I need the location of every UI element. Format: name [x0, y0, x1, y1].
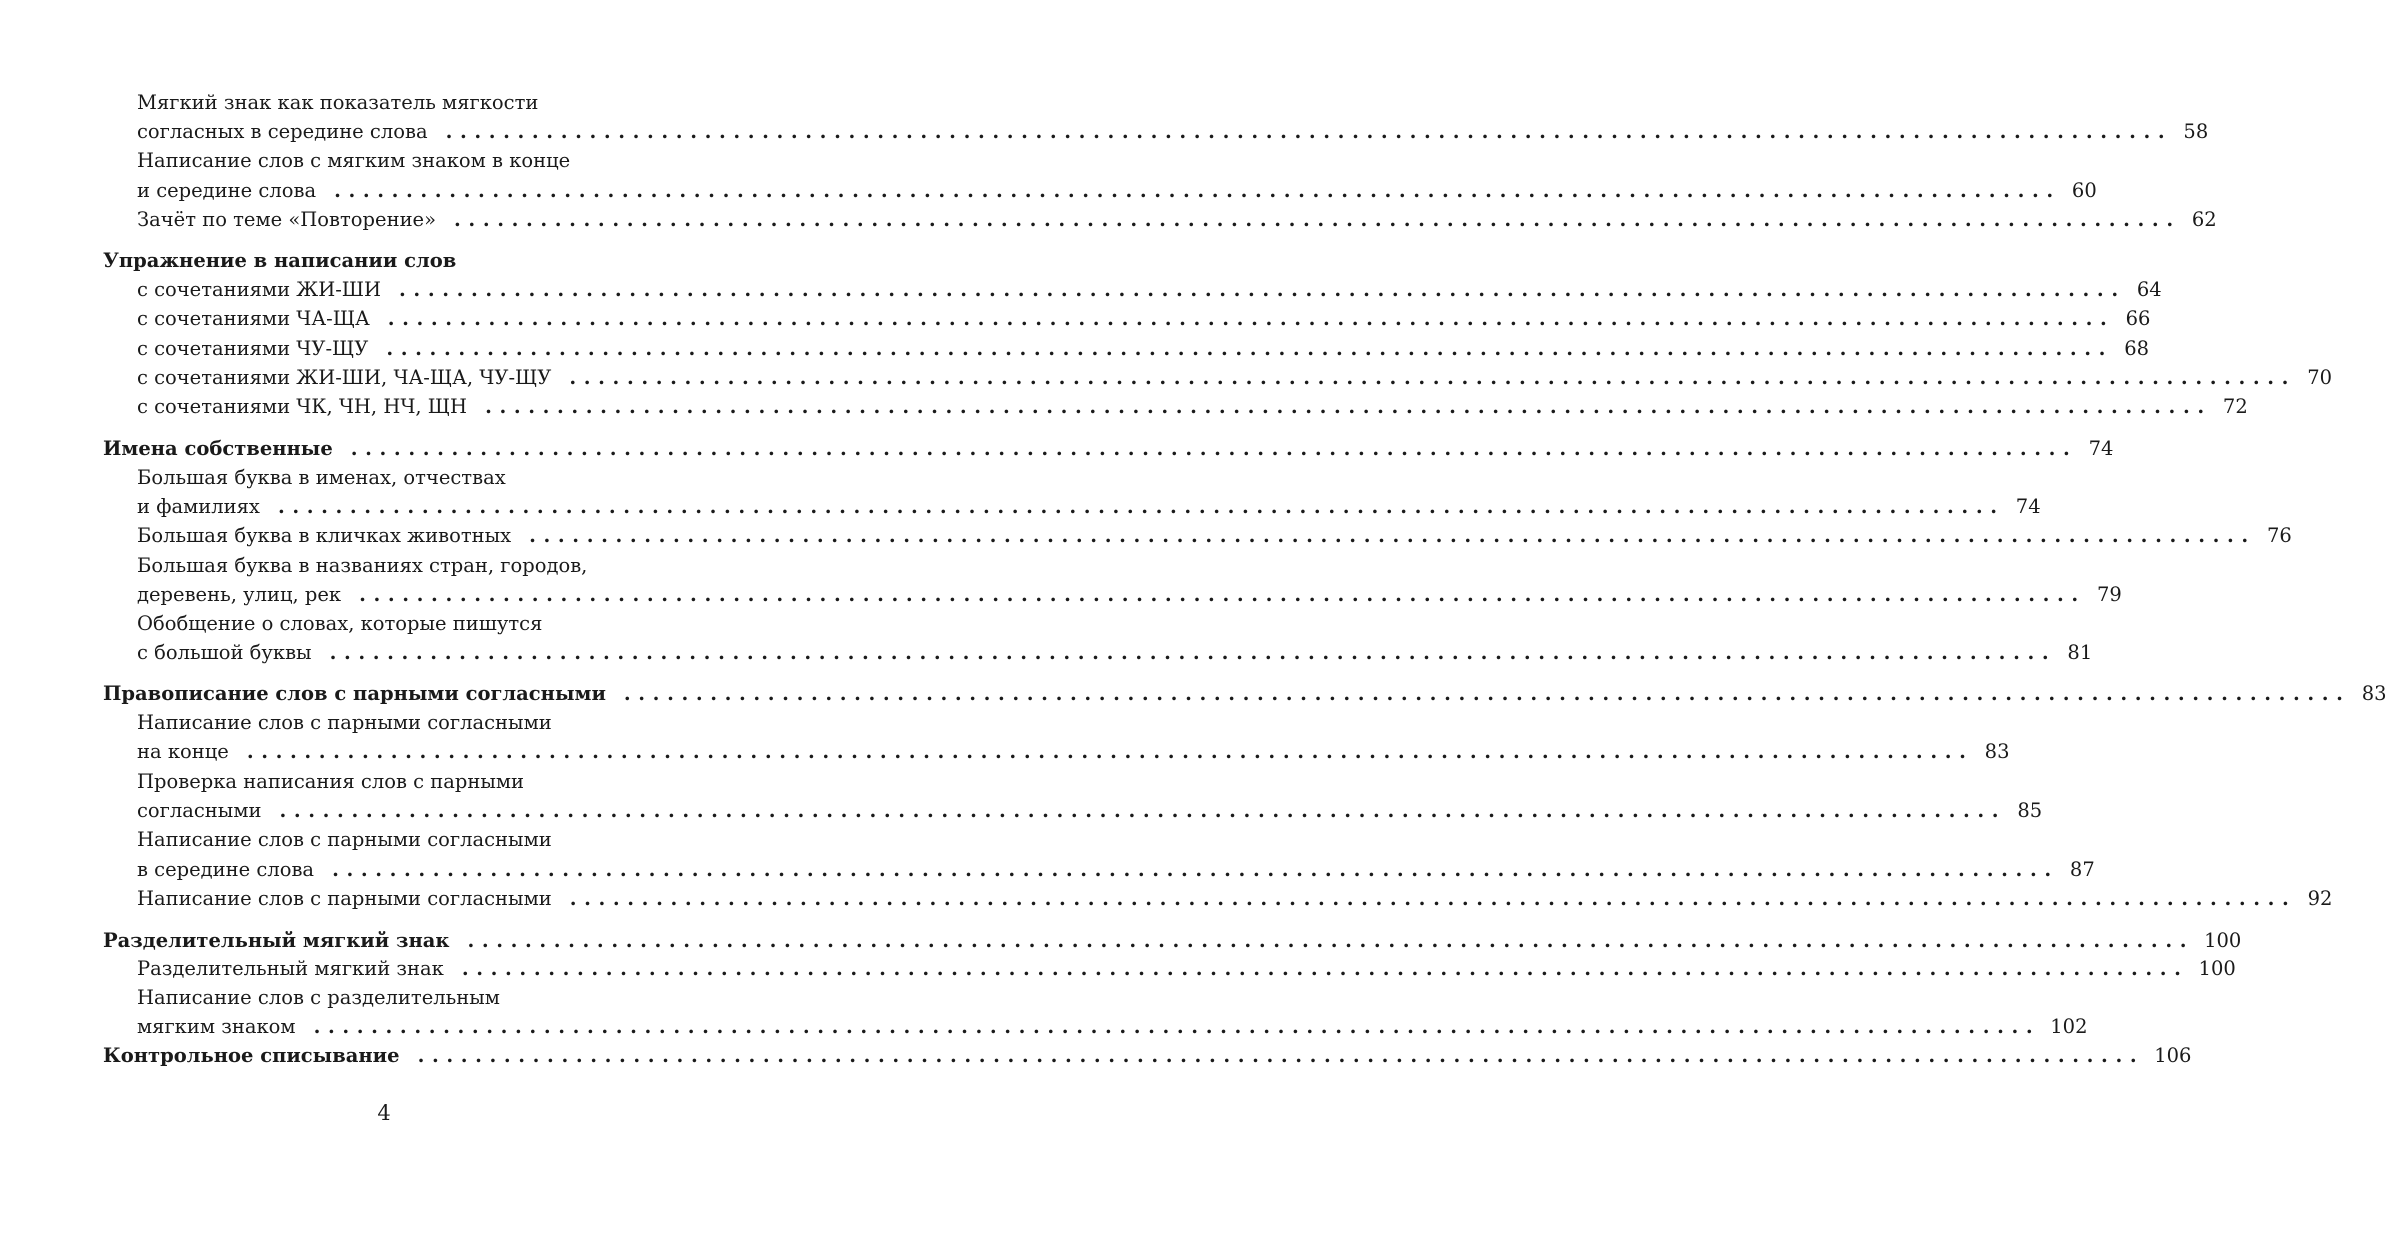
toc-entry-title: Написание слов с парными согласными — [137, 711, 552, 734]
toc-entry — [137, 954, 2236, 983]
dot-leader: ........................................................................................................................ — [445, 120, 2173, 143]
toc-page-number: 92 — [2307, 887, 2333, 910]
dot-leader: ........................................................................................................................ — [461, 957, 2189, 980]
dot-leader: ........................................................................................................................ — [387, 307, 2115, 330]
toc-page-number: 68 — [2124, 337, 2150, 360]
dot-leader: ........................................................................................................................ — [454, 208, 2181, 231]
toc-entry-title: Написание слов с мягким знаком в конце — [137, 149, 571, 172]
page-number: 4 — [377, 1101, 391, 1125]
toc-page-number: 72 — [2222, 395, 2248, 418]
toc-entry-title: Зачёт по теме «Повторение» — [137, 208, 437, 231]
toc-entry-title: на конце — [137, 740, 229, 763]
toc-entry-title: с большой буквы — [137, 641, 312, 664]
toc-entry-title: Разделительный мягкий знак — [137, 957, 444, 980]
toc-entry — [137, 983, 684, 1012]
toc-entry-title: Большая буква в именах, отчествах — [137, 466, 506, 489]
toc-entry-title: Правописание слов с парными согласными — [103, 682, 606, 705]
toc-page-number: 100 — [2198, 957, 2236, 980]
toc-page-number: 60 — [2071, 179, 2097, 202]
toc-entry — [137, 609, 684, 638]
toc-entry — [137, 638, 2093, 667]
toc-page-number: 79 — [2096, 583, 2122, 606]
toc-entry-title: с сочетаниями ЧУ-ЩУ — [137, 337, 369, 360]
dot-leader: ........................................................................................................................ — [386, 337, 2114, 360]
toc-entry-title: Мягкий знак как показатель мягкости — [137, 91, 539, 114]
toc-entry — [137, 146, 684, 175]
toc-section-heading — [103, 434, 2114, 463]
toc-entry — [137, 88, 684, 117]
toc-entry-title: Написание слов с парными согласными — [137, 828, 552, 851]
toc-page-number: 74 — [2088, 437, 2114, 460]
toc-entry-title: с сочетаниями ЖИ-ШИ — [137, 278, 382, 301]
toc-page-number: 106 — [2154, 1044, 2192, 1067]
toc-entry-title: согласными — [137, 799, 262, 822]
dot-leader: ........................................................................................................................ — [279, 799, 2007, 822]
toc-page-number: 58 — [2183, 120, 2209, 143]
toc-entry-title: с сочетаниями ЧК, ЧН, НЧ, ЩН — [137, 395, 468, 418]
toc-entry — [137, 708, 684, 737]
toc-entry-title: деревень, улиц, рек — [137, 583, 342, 606]
dot-leader: ........................................................................................................................ — [332, 858, 2059, 881]
dot-leader: ........................................................................................................................ — [350, 437, 2078, 460]
toc-entry-title: Упражнение в написании слов — [103, 249, 457, 272]
toc-page-number: 74 — [2015, 495, 2041, 518]
toc-entry — [137, 176, 2097, 205]
dot-leader: ........................................................................................................................ — [399, 278, 2126, 301]
toc-page-number: 62 — [2191, 208, 2217, 231]
toc-entry — [137, 492, 2041, 521]
toc-entry — [137, 334, 2150, 363]
toc-entry — [137, 551, 684, 580]
toc-entry — [137, 117, 2209, 146]
toc-entry — [137, 392, 2248, 421]
toc-section-heading — [103, 1041, 2192, 1070]
toc-entry-title: Имена собственные — [103, 437, 333, 460]
toc-entry-title: Проверка написания слов с парными — [137, 770, 525, 793]
toc-entry — [137, 855, 2095, 884]
dot-leader: ........................................................................................................................ — [569, 887, 2297, 910]
toc-entry-title: Обобщение о словах, которые пишутся — [137, 612, 543, 635]
toc-entry — [137, 767, 684, 796]
toc-page-number: 85 — [2017, 799, 2043, 822]
toc-entry — [137, 275, 2162, 304]
toc-page-number: 83 — [1984, 740, 2010, 763]
toc-page-number: 102 — [2050, 1015, 2088, 1038]
dot-leader: ........................................................................................................................ — [623, 682, 2351, 705]
toc-page-number: 70 — [2307, 366, 2333, 389]
dot-leader: ........................................................................................................................ — [467, 929, 2195, 952]
dot-leader: ........................................................................................................................ — [569, 366, 2297, 389]
toc-page-number: 66 — [2125, 307, 2151, 330]
dot-leader: ........................................................................................................................ — [277, 495, 2005, 518]
toc-page-number: 83 — [2361, 682, 2387, 705]
toc-entry — [137, 1012, 2088, 1041]
dot-leader: ........................................................................................................................ — [246, 740, 1974, 763]
toc-page-number: 87 — [2069, 858, 2095, 881]
toc-entry-title: Контрольное списывание — [103, 1044, 400, 1067]
toc-entry-title: Большая буква в кличках животных — [137, 524, 512, 547]
toc-entry — [137, 884, 2333, 913]
toc-entry-title: Написание слов с парными согласными — [137, 887, 552, 910]
toc-page-number: 64 — [2136, 278, 2162, 301]
toc-entry-title: Разделительный мягкий знак — [103, 929, 450, 952]
toc-entry-title: мягким знаком — [137, 1015, 296, 1038]
toc-entry — [137, 737, 2010, 766]
toc-page-number: 76 — [2266, 524, 2292, 547]
toc-entry-title: и фамилиях — [137, 495, 260, 518]
toc-entry-title: с сочетаниями ЖИ-ШИ, ЧА-ЩА, ЧУ-ЩУ — [137, 366, 552, 389]
toc-section-heading — [103, 679, 2387, 708]
toc-entry — [137, 521, 2292, 550]
dot-leader: ........................................................................................................................ — [417, 1044, 2145, 1067]
toc-section-heading — [103, 926, 2242, 955]
toc-section-heading — [103, 246, 684, 275]
dot-leader: ........................................................................................................................ — [334, 179, 2061, 202]
toc-entry — [137, 796, 2043, 825]
toc-entry-title: Большая буква в названиях стран, городов, — [137, 554, 588, 577]
dot-leader: ........................................................................................................................ — [485, 395, 2212, 418]
toc-entry — [137, 580, 2122, 609]
dot-leader: ........................................................................................................................ — [529, 524, 2256, 547]
toc-entry — [137, 363, 2333, 392]
dot-leader: ........................................................................................................................ — [313, 1015, 2041, 1038]
dot-leader: ........................................................................................................................ — [329, 641, 2057, 664]
toc-entry — [137, 205, 2217, 234]
toc-entry — [137, 304, 2151, 333]
toc-entry-title: согласных в середине слова — [137, 120, 428, 143]
toc-entry-title: Написание слов с разделительным — [137, 986, 500, 1009]
toc-page-number: 81 — [2067, 641, 2093, 664]
toc-entry-title: в середине слова — [137, 858, 315, 881]
toc-entry-title: с сочетаниями ЧА-ЩА — [137, 307, 370, 330]
toc-entry — [137, 825, 684, 854]
toc-entry — [137, 463, 684, 492]
toc-entry-title: и середине слова — [137, 179, 317, 202]
dot-leader: ........................................................................................................................ — [359, 583, 2086, 606]
toc-page-number: 100 — [2204, 929, 2242, 952]
